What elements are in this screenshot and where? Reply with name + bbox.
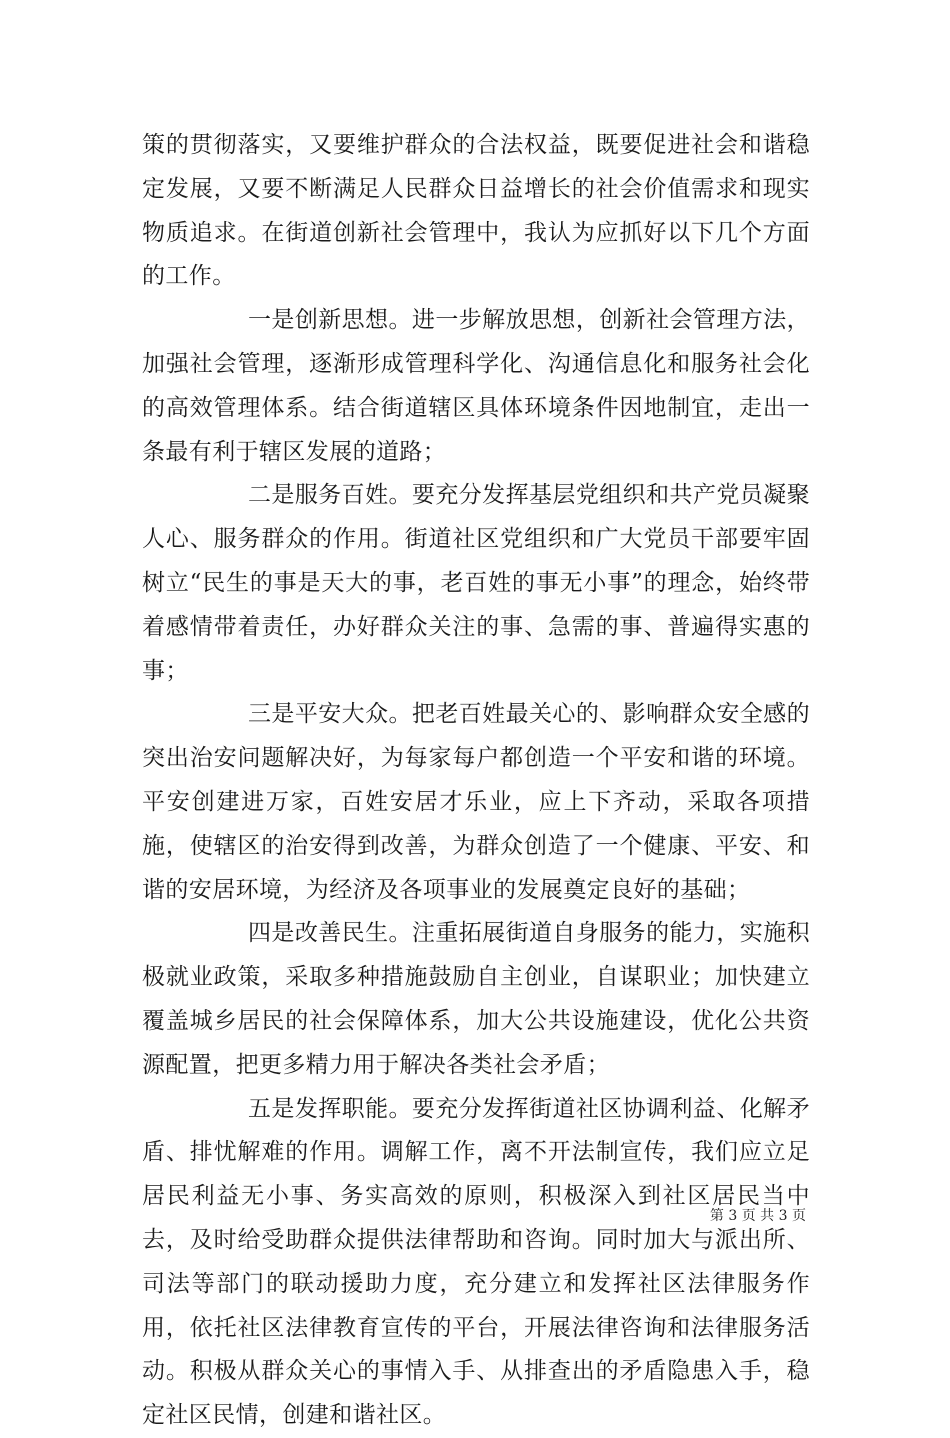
paragraph-public-safety: 三是平安大众。把老百姓最关心的、影响群众安全感的突出治安问题解决好，为每家每户都创造一个平安和谐的环境。平安创建进万家，百姓安居才乐业，应上下齐动，采取各项措施，使辖区的治安得到改善，为群众创造了一个健康、平安、和谐的安居环境，为经济及各项事业的发展奠定良好的基础； [142, 701, 810, 903]
paragraph-improve-livelihood: 四是改善民生。注重拓展街道自身服务的能力，实施积极就业政策，采取多种措施鼓励自主创业，自谋职业；加快建立覆盖城乡居民的社会保障体系，加大公共设施建设，优化公共资源配置，把更多精力用于解决各类社会矛盾； [142, 920, 810, 1078]
paragraph-continuation: 策的贯彻落实，又要维护群众的合法权益，既要促进社会和谐稳定发展，又要不断满足人民群众日益增长的社会价值需求和现实物质追求。在街道创新社会管理中，我认为应抓好以下几个方面的工作。 [142, 132, 810, 290]
paragraph-serve-people: 二是服务百姓。要充分发挥基层党组织和共产党员凝聚人心、服务群众的作用。街道社区党组织和广大党员干部要牢固树立“民生的事是天大的事，老百姓的事无小事”的理念，始终带着感情带着责任，办好群众关注的事、急需的事、普遍得实惠的事； [142, 482, 810, 684]
paragraph-play-functions: 五是发挥职能。要充分发挥街道社区协调利益、化解矛盾、排忧解难的作用。调解工作，离不开法制宣传，我们应立足居民利益无小事、务实高效的原则，积极深入到社区居民当中去，及时给受助群众提供法律帮助和咨询。同时加大与派出所、司法等部门的联动援助力度，充分建立和发挥社区法律服务作用，依托社区法律教育宣传的平台，开展法律咨询和法律服务活动。积极从群众关心的事情入手、从排查出的矛盾隐患入手，稳定社区民情，创建和谐社区。 [142, 1095, 810, 1429]
page-number-footer: 第 3 页 共 3 页 [709, 1208, 806, 1224]
document-body [142, 124, 810, 1438]
paragraph-innovate-thinking: 一是创新思想。进一步解放思想，创新社会管理方法，加强社会管理，逐渐形成管理科学化、沟通信息化和服务社会化的高效管理体系。结合街道辖区具体环境条件因地制宜，走出一条最有利于辖区发展的道路； [142, 307, 810, 465]
